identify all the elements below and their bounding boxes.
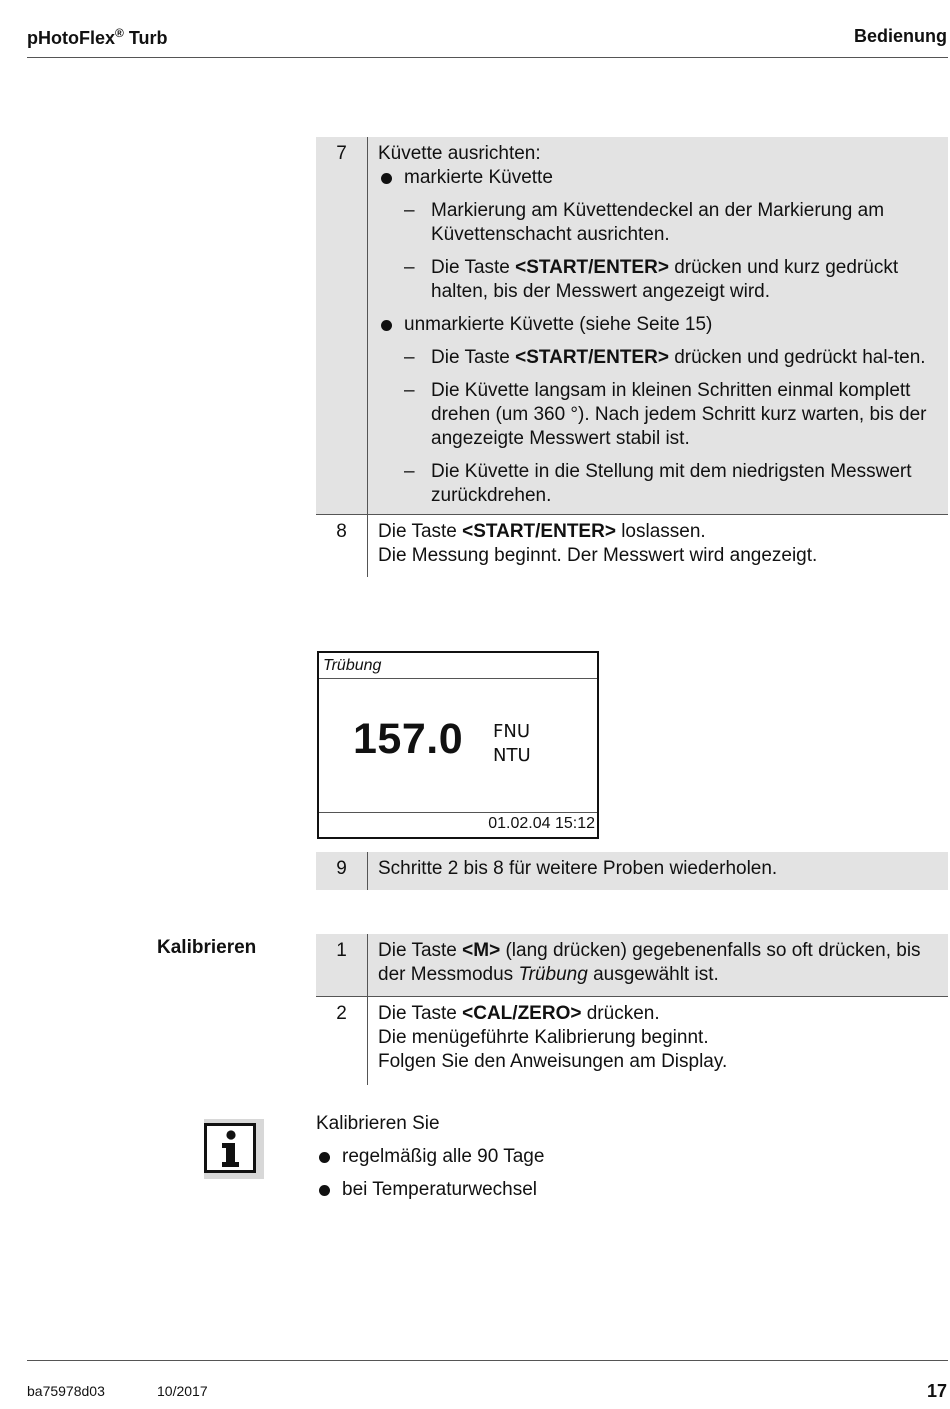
step-number: 9 xyxy=(316,852,368,890)
step-text: Die Taste <M> (lang drücken) gegebenenfalls so oft drücken, bis der Messmodus Trübung ausgewählt ist. xyxy=(368,934,949,997)
note-item: regelmäßig alle 90 Tage xyxy=(316,1145,544,1169)
step-text: Die Taste <START/ENTER> loslassen. Die Messung beginnt. Der Messwert wird angezeigt. xyxy=(368,515,949,578)
step-number: 8 xyxy=(316,515,368,578)
dash-item: – Die Küvette in die Stellung mit dem niedrigsten Messwert zurückdrehen. xyxy=(378,460,942,508)
dash-item: – Die Taste <START/ENTER> drücken und gedrückt hal-ten. xyxy=(378,346,942,370)
note-intro: Kalibrieren Sie xyxy=(316,1113,440,1134)
key-label: <M> xyxy=(462,940,501,961)
key-label: <START/ENTER> xyxy=(462,521,616,542)
note-item: bei Temperaturwechsel xyxy=(316,1178,544,1202)
display-datetime: 01.02.04 15:12 xyxy=(488,815,595,832)
dash-item: – Markierung am Küvettendeckel an der Markierung am Küvettenschacht ausrichten. xyxy=(378,199,942,247)
header-rule xyxy=(27,57,948,58)
key-label: <START/ENTER> xyxy=(515,347,669,368)
steps-table-repeat xyxy=(316,852,948,890)
display-unit-ntu: NTU xyxy=(493,745,531,766)
footer-date: 10/2017 xyxy=(157,1383,208,1399)
display-mode-title: Trübung xyxy=(323,657,382,674)
dash-item: – Die Taste <START/ENTER> drücken und kurz gedrückt halten, bis der Messwert angezeigt wird. xyxy=(378,256,942,304)
step-row-9 xyxy=(316,852,948,890)
page-number: 17 xyxy=(926,1381,947,1401)
step-number: 1 xyxy=(316,934,368,997)
display-divider xyxy=(319,678,597,679)
step-row-8 xyxy=(316,515,948,578)
info-icon xyxy=(204,1119,264,1179)
step-row-7 xyxy=(316,137,948,515)
step-text: Schritte 2 bis 8 für weitere Proben wiederholen. xyxy=(368,852,949,890)
footer-doc-id: ba75978d03 xyxy=(27,1383,105,1399)
bullet-item: unmarkierte Küvette (siehe Seite 15) xyxy=(378,313,942,337)
footer-rule xyxy=(27,1360,948,1361)
display-unit-fnu: FNU xyxy=(493,721,530,742)
bullet-item: markierte Küvette xyxy=(378,166,942,190)
device-display xyxy=(317,651,599,839)
step-number: 2 xyxy=(316,997,368,1086)
key-label: <CAL/ZERO> xyxy=(462,1003,582,1024)
header-section: Bedienung xyxy=(854,26,947,46)
step-row-cal-2 xyxy=(316,997,948,1086)
step-text: Die Taste <CAL/ZERO> drücken. Die menügeführte Kalibrierung beginnt. Folgen Sie den Anweisungen am Display. xyxy=(368,997,949,1086)
dash-item: – Die Küvette langsam in kleinen Schritten einmal komplett drehen (um 360 °). Nach jedem Schritt kurz warten, bis der angezeigte Messwert stabil ist. xyxy=(378,379,942,451)
header-product-title: pHotoFlex® Turb xyxy=(27,26,168,48)
step-row-cal-1 xyxy=(316,934,948,997)
key-label: <START/ENTER> xyxy=(515,257,669,278)
display-divider xyxy=(319,812,597,813)
mode-name: Trübung xyxy=(518,964,588,985)
step-number: 7 xyxy=(316,137,368,515)
steps-table-operation xyxy=(316,137,948,577)
section-heading-calibrate: Kalibrieren xyxy=(157,937,257,958)
note-calibration-interval xyxy=(316,1112,544,1202)
display-measured-value: 157.0 xyxy=(353,715,464,763)
step-text xyxy=(368,137,949,515)
steps-table-calibrate xyxy=(316,934,948,1085)
step-intro: Küvette ausrichten: xyxy=(378,143,541,164)
